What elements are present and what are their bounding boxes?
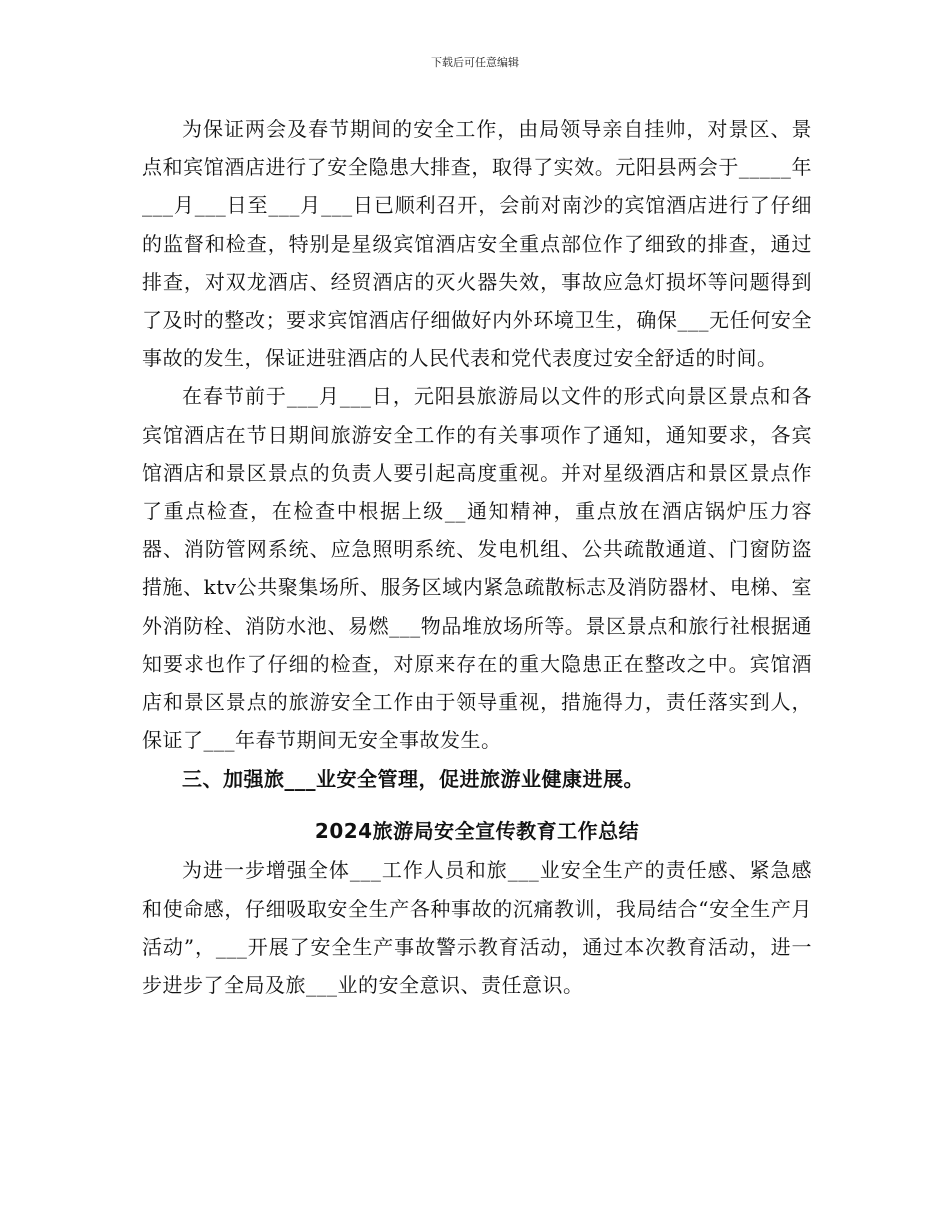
section-heading: 三、加强旅___业安全管理，促进旅游业健康进展。 (182, 767, 644, 792)
document-title: 2024旅游局安全宣传教育工作总结 (314, 819, 640, 844)
page-header: 下载后可任意编辑 (431, 56, 519, 69)
body-paragraph: 为保证两会及春节期间的安全工作，由局领导亲自挂帅，对景区、景点和宾馆酒店进行了安全隐患大排查，取得了实效。元阳县两会于_____年___月___日至___月___日已顺利召开，会前对南沙的宾馆酒店进行了仔细的监督和检查，特别是星级宾馆酒店安全重点部位作了细致的排查，通过排查，对双龙酒店、经贸酒店的灭火器失效，事故应急灯损坏等问题得到了及时的整改；要求宾馆酒店仔细做好内外环境卫生，确保___无任何安全事故的发生，保证进驻酒店的人民代表和党代表度过安全舒适的时间。 (142, 117, 812, 371)
body-paragraph: 为进一步增强全体___工作人员和旅___业安全生产的责任感、紧急感和使命感，仔细吸取安全生产各种事故的沉痛教训，我局结合“安全生产月活动”，___开展了安全生产事故警示教育活动，通过本次教育活动，进一步进步了全局及旅___业的安全意识、责任意识。 (142, 858, 812, 998)
body-paragraph: 在春节前于___月___日，元阳县旅游局以文件的形式向景区景点和各宾馆酒店在节日期间旅游安全工作的有关事项作了通知，通知要求，各宾馆酒店和景区景点的负责人要引起高度重视。并对星级酒店和景区景点作了重点检查，在检查中根据上级__通知精神，重点放在酒店锅炉压力容器、消防管网系统、应急照明系统、发电机组、公共疏散通道、门窗防盗措施、ktv公共聚集场所、服务区域内紧急疏散标志及消防器材、电梯、室外消防栓、消防水池、易燃___物品堆放场所等。景区景点和旅行社根据通知要求也作了仔细的检查，对原来存在的重大隐患正在整改之中。宾馆酒店和景区景点的旅游安全工作由于领导重视，措施得力，责任落实到人，保证了___年春节期间无安全事故发生。 (142, 384, 812, 753)
document-body (142, 110, 812, 1004)
